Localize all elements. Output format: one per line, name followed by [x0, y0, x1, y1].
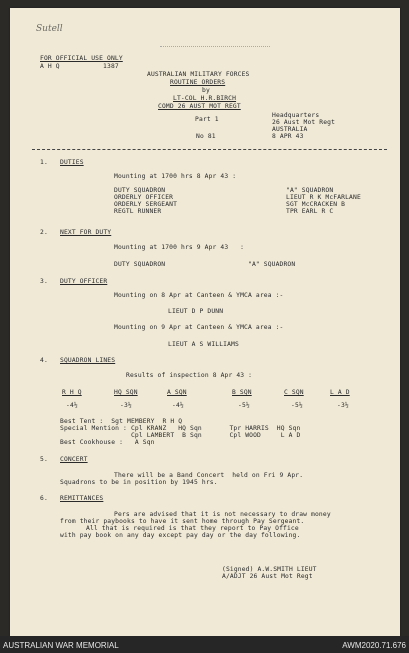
sqn-score: -5½	[238, 402, 250, 409]
title-line-4: LT-COL H.R.BIRCH	[173, 95, 237, 102]
sqn-score: -3½	[120, 402, 132, 409]
duty-role: ORDERLY OFFICER	[114, 194, 174, 201]
inspection-results: Results of inspection 8 Apr 43 :	[126, 372, 253, 379]
section-2-title: NEXT FOR DUTY	[60, 229, 112, 236]
duty-name: LIEUT R K McFARLANE	[286, 194, 361, 201]
signature-line-2: A/ADJT 26 Aust Mot Regt	[222, 573, 313, 580]
sqn-header: L A D	[330, 389, 350, 396]
sqn-header: R H Q	[62, 389, 82, 396]
section-4-number: 4.	[40, 357, 48, 364]
sqn-score: -4½	[172, 402, 184, 409]
title-line-2: ROUTINE ORDERS	[170, 79, 226, 86]
sqn-score: -4½	[66, 402, 78, 409]
section-5-number: 5.	[40, 456, 48, 463]
title-line-1: AUSTRALIAN MILITARY FORCES	[147, 71, 250, 78]
remittances-line-1: Pers are advised that it is not necessary to draw money	[114, 511, 331, 518]
section-6-number: 6.	[40, 495, 48, 502]
reference-number: A H Q 1387	[40, 63, 119, 70]
sqn-header: HQ SQN	[114, 389, 138, 396]
duty-officer-2: LIEUT A S WILLIAMS	[168, 341, 239, 348]
best-tent: Best Tent : Sgt MEMBERY R H Q	[60, 418, 183, 425]
remittances-line-4: with pay book on any day except pay day or the day following.	[60, 532, 301, 539]
duty-officer-1: LIEUT D P DUNN	[168, 308, 224, 315]
special-mention-1: Special Mention : Cpl KRANZ HQ Sqn Tpr HARRIS HQ Sqn	[60, 425, 301, 432]
classification: FOR OFFICIAL USE ONLY	[40, 55, 123, 62]
best-cookhouse: Best Cookhouse : A Sqn	[60, 439, 155, 446]
handwritten-note: Sutell	[36, 24, 63, 34]
sqn-score: -3½	[337, 402, 349, 409]
hq-line-1: Headquarters	[272, 112, 320, 119]
section-2-mounting: Mounting at 1700 hrs 9 Apr 43 :	[114, 244, 245, 251]
order-number: No 81	[196, 133, 216, 140]
part-number: Part 1	[195, 116, 219, 123]
duty-name: TPR EARL R C	[286, 208, 334, 215]
section-3-number: 3.	[40, 278, 48, 285]
caption-accession-number: AWM2020.71.676	[342, 641, 406, 650]
remittances-line-3: All that is required is that they report to Pay Office	[86, 525, 299, 532]
hq-line-4: 8 APR 43	[272, 133, 304, 140]
caption-institution: AUSTRALIAN WAR MEMORIAL	[3, 641, 119, 650]
header-divider	[32, 149, 387, 150]
caption-bar	[0, 636, 409, 653]
title-line-5: COMD 26 AUST MOT REGT	[158, 103, 241, 110]
hq-line-2: 26 Aust Mot Regt	[272, 119, 336, 126]
title-line-3: by	[202, 87, 210, 94]
duty-role: ORDERLY SERGEANT	[114, 201, 178, 208]
duty-officer-line-2: Mounting on 9 Apr at Canteen & YMCA area :-	[114, 324, 284, 331]
section-5-title: CONCERT	[60, 456, 88, 463]
duty-role: DUTY SQUADRON	[114, 187, 166, 194]
hq-line-3: AUSTRALIA	[272, 126, 308, 133]
sqn-header: A SQN	[167, 389, 187, 396]
section-4-title: SQUADRON LINES	[60, 357, 116, 364]
duty-name: SGT McCRACKEN B	[286, 201, 346, 208]
next-duty-name: "A" SQUADRON	[248, 261, 296, 268]
concert-line-2: Squadrons to be in position by 1945 hrs.	[60, 479, 218, 486]
special-mention-2: Cpl LAMBERT B Sqn Cpl WOOD L A D	[60, 432, 301, 439]
remittances-line-2: from their paybooks to have it sent home through Pay Sergeant.	[60, 518, 305, 525]
concert-line-1: There will be a Band Concert held on Fri 9 Apr.	[114, 472, 304, 479]
signature-line-1: (Signed) A.W.SMITH LIEUT	[222, 566, 317, 573]
document-page	[10, 8, 400, 636]
duty-officer-line-1: Mounting on 8 Apr at Canteen & YMCA area :-	[114, 292, 284, 299]
section-1-title: DUTIES	[60, 159, 84, 166]
next-duty-role: DUTY SQUADRON	[114, 261, 166, 268]
duty-role: REGTL RUNNER	[114, 208, 162, 215]
section-3-title: DUTY OFFICER	[60, 278, 108, 285]
sqn-header: C SQN	[284, 389, 304, 396]
duty-name: "A" SQUADRON	[286, 187, 334, 194]
faint-top-line	[160, 46, 270, 47]
section-6-title: REMITTANCES	[60, 495, 104, 502]
sqn-header: B SQN	[232, 389, 252, 396]
section-2-number: 2.	[40, 229, 48, 236]
section-1-mounting: Mounting at 1700 hrs 8 Apr 43 :	[114, 173, 237, 180]
sqn-score: -5½	[291, 402, 303, 409]
section-1-number: 1.	[40, 159, 48, 166]
